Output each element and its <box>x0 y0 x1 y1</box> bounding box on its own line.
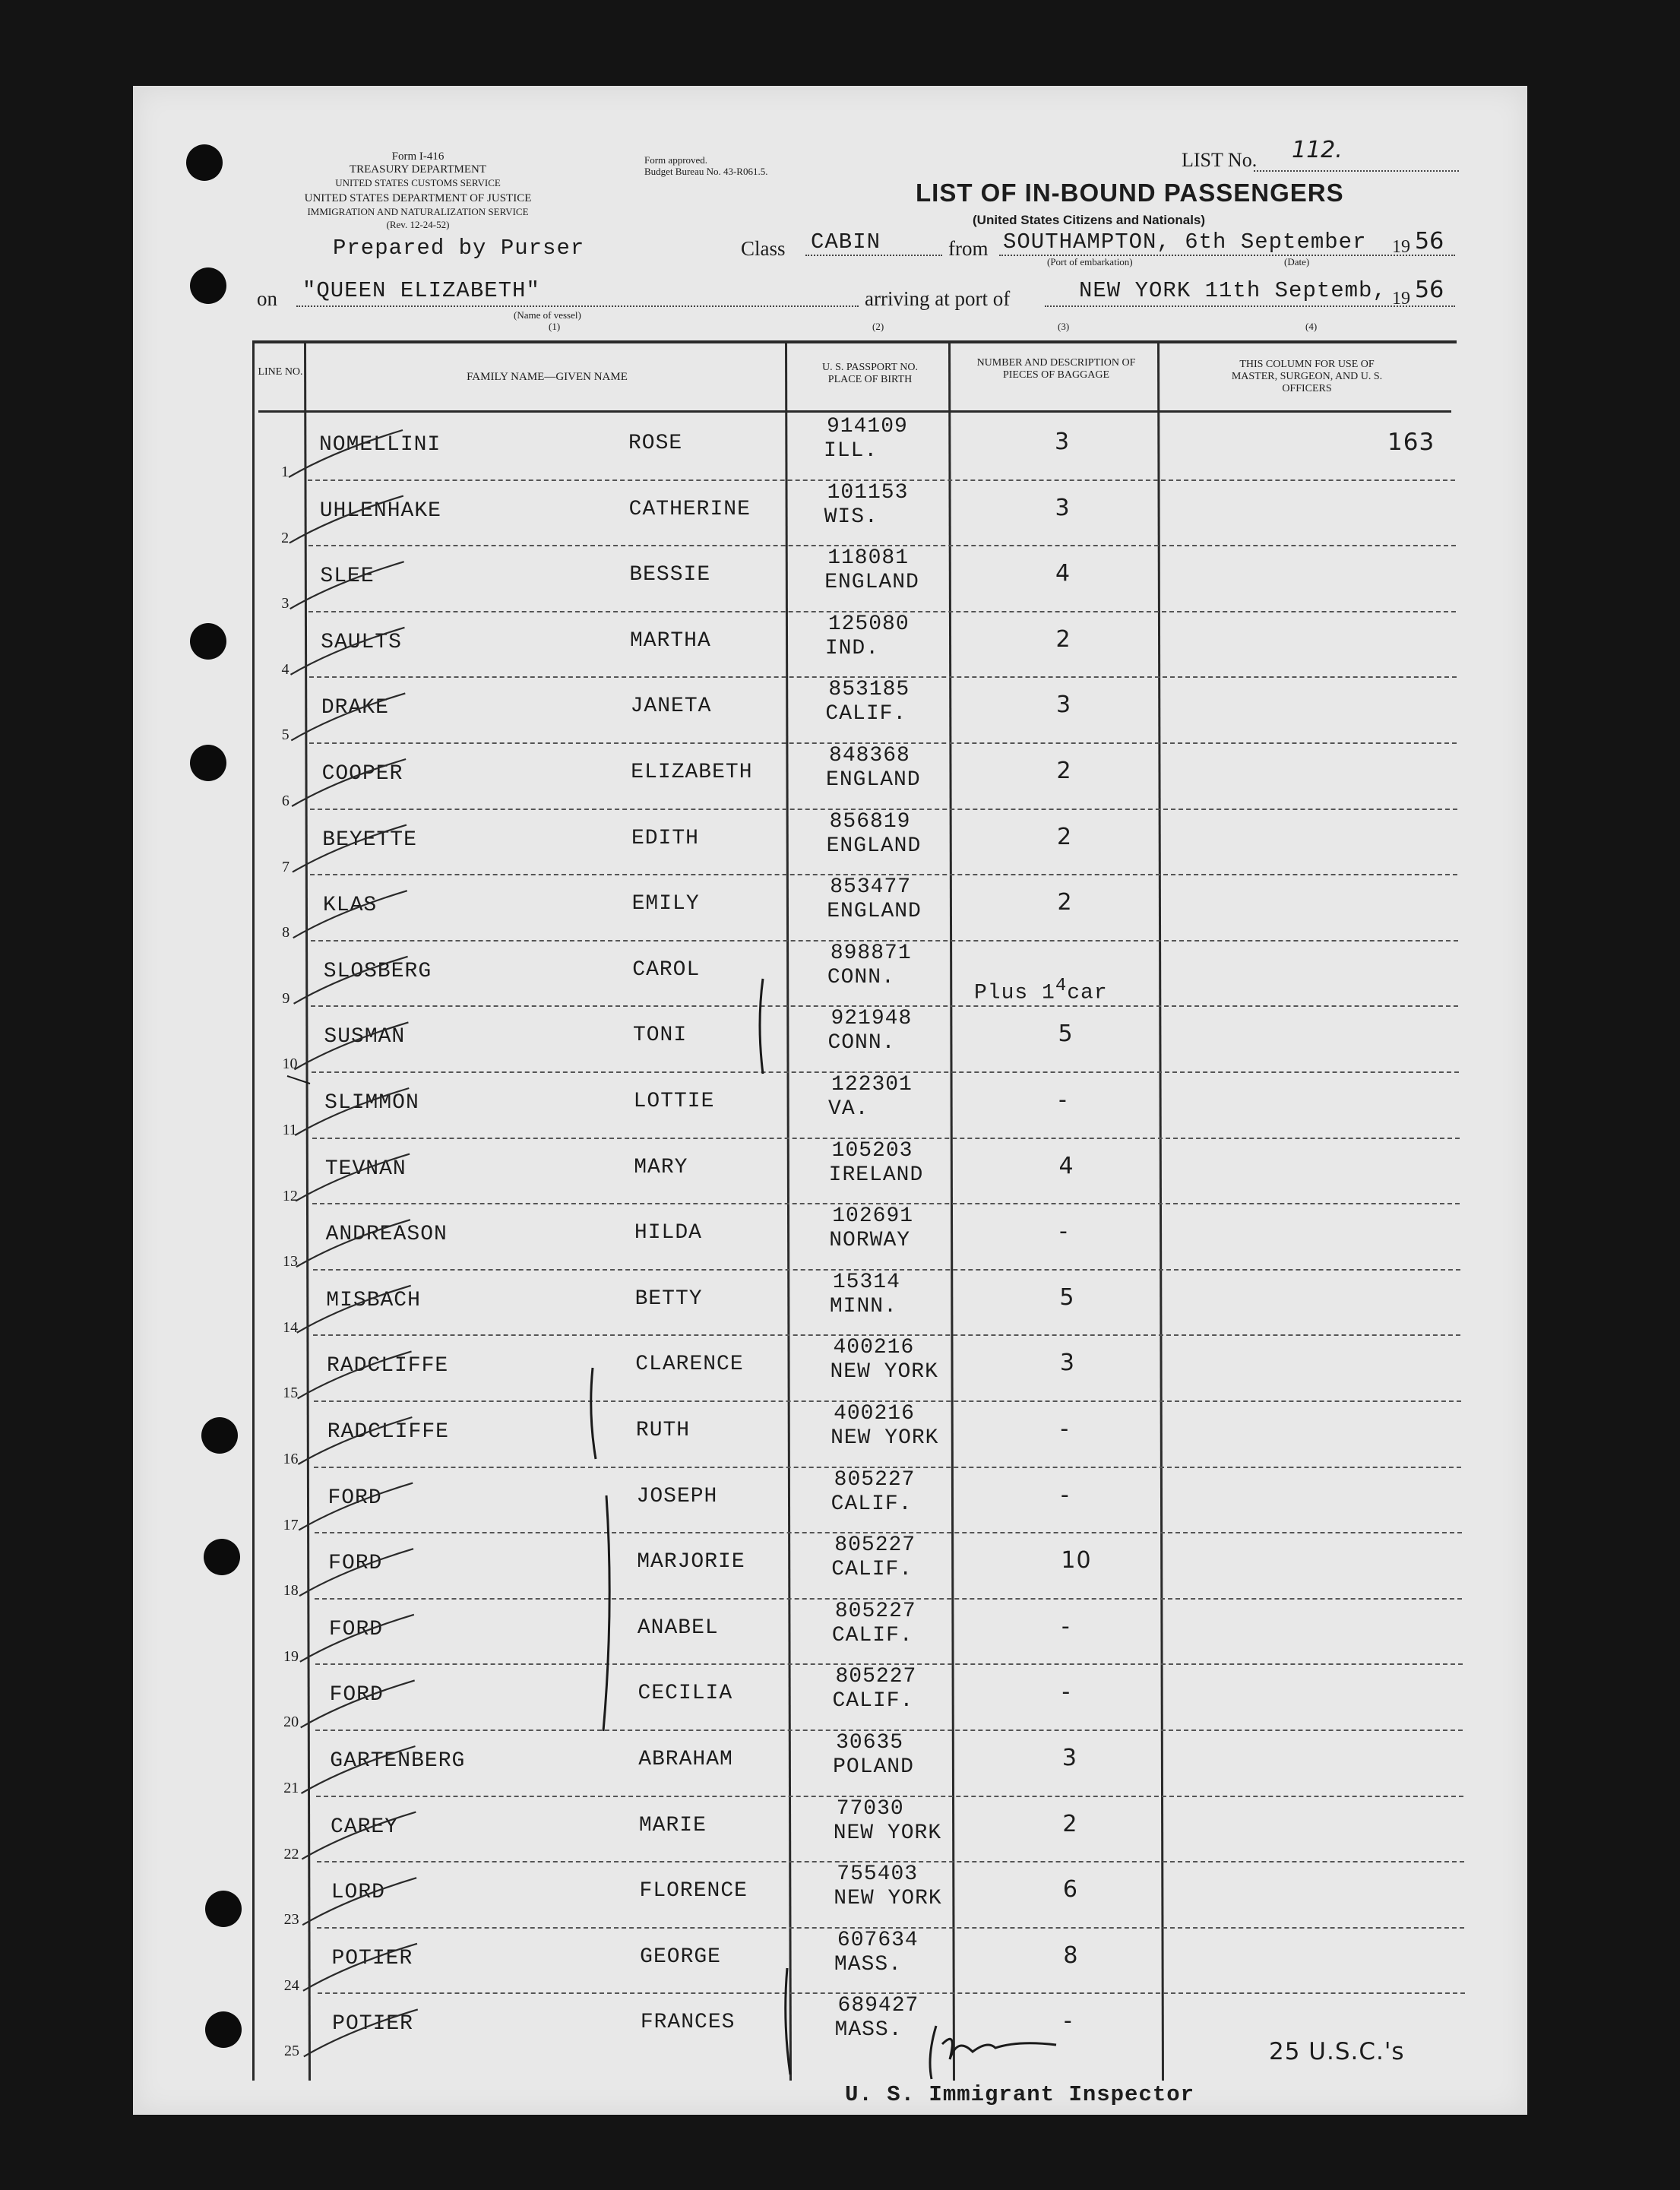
row-given-name: EMILY <box>631 892 700 916</box>
from-year: 56 <box>1415 228 1444 255</box>
row-line-number: 17 <box>283 1516 299 1533</box>
row-place-of-birth: CALIF. <box>831 1492 913 1516</box>
list-number-label: LIST No. <box>1182 149 1258 171</box>
row-baggage: 2 <box>1056 823 1073 850</box>
row-passport-no: 400216 <box>834 1402 915 1426</box>
year-prefix-2: 19 <box>1392 289 1410 309</box>
row-family-name: FORD <box>329 1683 384 1707</box>
check-off-mark <box>303 1944 417 1991</box>
row-baggage: 3 <box>1055 494 1071 521</box>
row-place-of-birth: VA. <box>828 1097 869 1121</box>
row-line-number: 2 <box>281 529 289 546</box>
row-baggage: 10 <box>1061 1547 1092 1574</box>
row-given-name: GEORGE <box>640 1945 721 1969</box>
page-title: LIST OF IN-BOUND PASSENGERS <box>916 179 1344 207</box>
row-passport-no: 101153 <box>827 480 909 505</box>
row-line-number: 1 <box>281 464 289 480</box>
tick-mark <box>287 1076 310 1084</box>
row-passport-no: 921948 <box>831 1007 913 1031</box>
row-passport-no: 105203 <box>831 1138 913 1163</box>
row-line-number: 6 <box>281 793 289 809</box>
check-off-mark <box>301 1680 415 1727</box>
row-family-name: FORD <box>328 1617 384 1641</box>
row-given-name: ELIZABETH <box>631 761 753 784</box>
row-family-name: UHLENHAKE <box>319 498 441 523</box>
check-off-mark <box>299 1483 413 1530</box>
check-off-mark <box>292 759 406 806</box>
col-header-baggage: NUMBER AND DESCRIPTION OF PIECES OF BAGGAGE <box>976 357 1136 381</box>
row-passport-no: 30635 <box>836 1731 904 1755</box>
row-passport-no: 102691 <box>832 1204 914 1229</box>
row-given-name: HILDA <box>634 1221 702 1245</box>
row-line-number: 22 <box>283 1845 299 1862</box>
row-baggage: - <box>1061 1679 1071 1706</box>
check-off-mark <box>299 1549 413 1596</box>
row-place-of-birth: NEW YORK <box>831 1426 939 1450</box>
row-passport-no: 853185 <box>828 678 910 702</box>
row-line-number: 4 <box>281 660 289 678</box>
row-baggage: 4 <box>1055 560 1071 587</box>
row-place-of-birth: ENGLAND <box>826 768 921 792</box>
row-passport-no: 77030 <box>836 1796 904 1821</box>
row-family-name: KLAS <box>323 894 378 918</box>
row-line-number: 25 <box>283 2043 299 2060</box>
row-family-name: COOPER <box>321 762 403 786</box>
row-family-name: MISBACH <box>326 1288 421 1312</box>
row-given-name: FLORENCE <box>639 1879 748 1904</box>
row-passport-no: 848368 <box>829 744 910 767</box>
check-off-mark <box>298 1351 412 1398</box>
row-baggage: 2 <box>1057 889 1073 916</box>
bracket-mark <box>591 1368 596 1459</box>
check-off-mark <box>302 1746 416 1793</box>
row-passport-no: 125080 <box>827 612 910 636</box>
row-place-of-birth: MASS. <box>834 2018 903 2043</box>
row-line-number: 18 <box>283 1582 299 1600</box>
row-passport-no: 15314 <box>832 1270 900 1294</box>
row-given-name: TONI <box>632 1024 688 1048</box>
row-passport-no: 805227 <box>834 1599 916 1623</box>
check-off-mark <box>293 891 407 938</box>
row-line-number: 16 <box>283 1451 299 1467</box>
row-baggage: - <box>1058 1087 1068 1113</box>
row-place-of-birth: MINN. <box>829 1294 897 1318</box>
row-baggage: 5 <box>1058 1021 1074 1048</box>
row-place-of-birth: WIS. <box>824 505 878 529</box>
row-passport-no: 118081 <box>827 546 910 571</box>
check-off-mark <box>291 693 405 740</box>
from-value: SOUTHAMPTON, 6th September <box>1003 229 1367 255</box>
row-place-of-birth: IND. <box>824 636 880 660</box>
row-family-name: FORD <box>327 1486 382 1510</box>
inspector-label: U. S. Immigrant Inspector <box>845 2082 1195 2107</box>
vessel-name: "QUEEN ELIZABETH" <box>302 278 540 303</box>
row-given-name: CATHERINE <box>628 497 751 521</box>
row-passport-no: 856819 <box>829 809 911 834</box>
row-baggage: 5 <box>1059 1283 1075 1311</box>
row-family-name: LORD <box>331 1881 385 1905</box>
row-line-number: 12 <box>282 1187 298 1204</box>
row-place-of-birth: ILL. <box>824 439 878 463</box>
row-given-name: CLARENCE <box>635 1353 744 1377</box>
row-line-number: 11 <box>282 1122 297 1138</box>
row-place-of-birth: NORWAY <box>829 1229 911 1253</box>
inspector-signature <box>930 2026 1056 2079</box>
row-line-number: 19 <box>283 1647 299 1665</box>
row-baggage: - <box>1058 1218 1068 1245</box>
row-line-number: 10 <box>282 1055 298 1073</box>
row-family-name: SLIMMON <box>324 1091 419 1115</box>
check-off-mark <box>296 1220 410 1267</box>
row-line-number: 15 <box>283 1385 299 1402</box>
row-family-name: TEVNAN <box>324 1157 407 1181</box>
row-family-name: SLOSBERG <box>323 959 432 983</box>
row-passport-no: 914109 <box>827 415 908 438</box>
row-family-name: POTIER <box>331 1946 413 1970</box>
row-officer-note: 25 U.S.C.'s <box>1269 2038 1405 2066</box>
bracket-mark <box>760 979 763 1074</box>
row-line-number: 9 <box>282 989 290 1007</box>
row-baggage: 3 <box>1055 429 1071 455</box>
check-off-mark <box>304 2009 418 2056</box>
row-passport-no: 400216 <box>833 1336 915 1360</box>
row-family-name: DRAKE <box>321 696 389 720</box>
check-off-mark <box>294 957 408 1004</box>
row-given-name: ABRAHAM <box>638 1748 733 1771</box>
row-baggage: 3 <box>1055 691 1072 719</box>
budget-bureau-text: Budget Bureau No. 43-R061.5. <box>644 166 768 177</box>
row-line-number: 23 <box>283 1911 299 1929</box>
row-baggage: 3 <box>1061 1745 1077 1771</box>
row-baggage: 8 <box>1063 1942 1079 1969</box>
year-prefix: 19 <box>1392 237 1410 257</box>
row-line-number: 5 <box>281 726 289 744</box>
row-given-name: JOSEPH <box>636 1484 718 1508</box>
row-line-number: 3 <box>281 595 289 612</box>
row-given-name: MARIE <box>638 1813 707 1837</box>
row-passport-no: 755403 <box>837 1862 919 1887</box>
row-baggage: 2 <box>1062 1810 1078 1837</box>
check-off-mark <box>300 1615 414 1662</box>
row-baggage: 6 <box>1062 1876 1078 1904</box>
port-embarkation-label: (Port of embarkation) <box>1047 256 1133 267</box>
prepared-by: Prepared by Purser <box>333 236 585 261</box>
row-baggage: 4 <box>1058 1152 1074 1179</box>
row-family-name: GARTENBERG <box>330 1749 466 1773</box>
col-header-officers: THIS COLUMN FOR USE OF MASTER, SURGEON, AND U. S. OFFICERS <box>1231 359 1383 394</box>
row-passport-no: 607634 <box>837 1928 919 1952</box>
row-given-name: RUTH <box>635 1419 691 1442</box>
row-family-name: SAULTS <box>321 630 402 654</box>
row-place-of-birth: NEW YORK <box>834 1887 942 1911</box>
form-revision: (Rev. 12-24-52) <box>386 219 450 230</box>
row-line-number: 14 <box>283 1318 299 1336</box>
row-line-number: 8 <box>282 924 290 942</box>
row-family-name: SLEE <box>320 565 375 589</box>
row-given-name: FRANCES <box>640 2011 736 2035</box>
row-passport-no: 898871 <box>830 941 912 965</box>
check-off-mark <box>296 1154 410 1201</box>
row-family-name: RADCLIFFE <box>327 1420 449 1444</box>
form-number: Form I-416 <box>391 150 445 163</box>
row-given-name: ROSE <box>628 432 683 455</box>
on-label: on <box>257 287 277 310</box>
row-place-of-birth: POLAND <box>833 1755 914 1779</box>
check-off-mark <box>298 1417 412 1464</box>
bracket-mark <box>786 1968 790 2074</box>
arrive-year: 56 <box>1415 277 1444 303</box>
baggage-text-part: Plus 1 <box>974 981 1055 1005</box>
row-place-of-birth: ENGLAND <box>827 900 922 924</box>
baggage-text-part: car <box>1067 981 1108 1005</box>
row-line-number: 13 <box>282 1253 298 1271</box>
treasury-department: TREASURY DEPARTMENT <box>349 163 487 176</box>
row-family-name: ANDREASON <box>325 1223 448 1247</box>
row-family-name: FORD <box>328 1552 383 1576</box>
row-given-name: MARJORIE <box>637 1550 745 1574</box>
row-family-name: CAREY <box>331 1815 399 1839</box>
page-subtitle: (United States Citizens and Nationals) <box>973 213 1206 227</box>
row-given-name: BESSIE <box>629 563 711 587</box>
row-baggage: - <box>1060 1416 1070 1442</box>
row-given-name: EDITH <box>631 826 699 850</box>
row-given-name: MARY <box>634 1155 688 1179</box>
row-family-name: RADCLIFFE <box>327 1354 449 1378</box>
col-header-name: FAMILY NAME—GIVEN NAME <box>467 371 628 383</box>
row-place-of-birth: CONN. <box>827 965 895 989</box>
row-family-name: NOMELLINI <box>319 433 441 457</box>
row-passport-no: 853477 <box>830 875 912 900</box>
row-baggage: 2 <box>1056 758 1072 784</box>
check-off-mark <box>297 1286 411 1333</box>
row-given-name: JANETA <box>630 695 712 719</box>
row-place-of-birth: ENGLAND <box>824 571 919 595</box>
baggage-count-superscript: 4 <box>1055 975 1068 996</box>
row-place-of-birth: NEW YORK <box>830 1360 938 1385</box>
check-off-mark <box>293 825 407 872</box>
check-off-mark <box>302 1878 416 1925</box>
row-line-number: 21 <box>283 1780 299 1796</box>
row-officer-note: 163 <box>1387 429 1435 456</box>
row-given-name: BETTY <box>634 1286 703 1311</box>
col2-num: (2) <box>872 321 884 332</box>
arriving-value: NEW YORK 11th Septemb, <box>1079 278 1387 303</box>
row-passport-no: 805227 <box>834 1467 916 1492</box>
row-given-name: MARTHA <box>629 628 711 653</box>
class-value: CABIN <box>811 229 881 255</box>
row-given-name: CECILIA <box>638 1682 733 1706</box>
check-off-mark <box>302 1812 416 1859</box>
from-label: from <box>948 237 989 260</box>
arriving-label: arriving at port of <box>865 287 1011 310</box>
row-baggage: 2 <box>1055 625 1071 653</box>
row-line-number: 24 <box>283 1976 299 1994</box>
row-baggage: - <box>1063 2008 1073 2035</box>
col1-num: (1) <box>549 321 561 332</box>
row-baggage: - <box>1060 1481 1070 1508</box>
customs-service: UNITED STATES CUSTOMS SERVICE <box>335 177 501 188</box>
vessel-label: (Name of vessel) <box>514 309 581 321</box>
immigration-service: IMMIGRATION AND NATURALIZATION SERVICE <box>307 206 529 217</box>
row-line-number: 7 <box>281 858 289 875</box>
check-off-mark <box>289 430 403 477</box>
row-place-of-birth: ENGLAND <box>826 834 922 858</box>
row-place-of-birth: CALIF. <box>831 1558 913 1582</box>
check-off-mark <box>295 1088 409 1135</box>
class-label: Class <box>741 237 786 260</box>
col-header-passport: U. S. PASSPORT NO. PLACE OF BIRTH <box>822 362 918 385</box>
row-place-of-birth: MASS. <box>834 1952 902 1976</box>
row-family-name: SUSMAN <box>324 1025 406 1049</box>
row-given-name: ANABEL <box>637 1616 719 1640</box>
col3-num: (3) <box>1058 321 1070 332</box>
row-line-number: 20 <box>283 1714 299 1731</box>
check-off-mark <box>289 496 403 543</box>
department-of-justice: UNITED STATES DEPARTMENT OF JUSTICE <box>304 192 532 204</box>
row-place-of-birth: CALIF. <box>825 702 907 726</box>
check-off-mark <box>290 562 404 609</box>
list-number-value: 112. <box>1292 137 1343 163</box>
row-passport-no: 805227 <box>834 1533 916 1558</box>
row-passport-no: 689427 <box>837 1994 919 2018</box>
row-place-of-birth: CONN. <box>827 1031 896 1055</box>
row-given-name: CAROL <box>632 957 701 982</box>
row-place-of-birth: IRELAND <box>828 1163 924 1187</box>
row-place-of-birth: NEW YORK <box>833 1821 942 1845</box>
col4-num: (4) <box>1305 321 1318 332</box>
row-place-of-birth: CALIF. <box>832 1689 914 1714</box>
row-passport-no: 122301 <box>831 1073 913 1097</box>
row-family-name: POTIER <box>332 2012 413 2037</box>
check-off-mark <box>294 1022 408 1069</box>
bracket-mark <box>603 1495 609 1731</box>
row-place-of-birth: CALIF. <box>831 1623 913 1647</box>
row-passport-no: 805227 <box>835 1665 917 1689</box>
form-approved-text: Form approved. <box>644 154 708 166</box>
row-baggage: - <box>1061 1612 1071 1640</box>
date-label: (Date) <box>1284 256 1310 267</box>
col-header-line-no: LINE NO. <box>258 366 303 378</box>
row-family-name: BEYETTE <box>322 828 417 852</box>
row-baggage: 3 <box>1059 1350 1076 1377</box>
check-off-mark <box>290 628 404 675</box>
row-given-name: LOTTIE <box>633 1090 715 1113</box>
